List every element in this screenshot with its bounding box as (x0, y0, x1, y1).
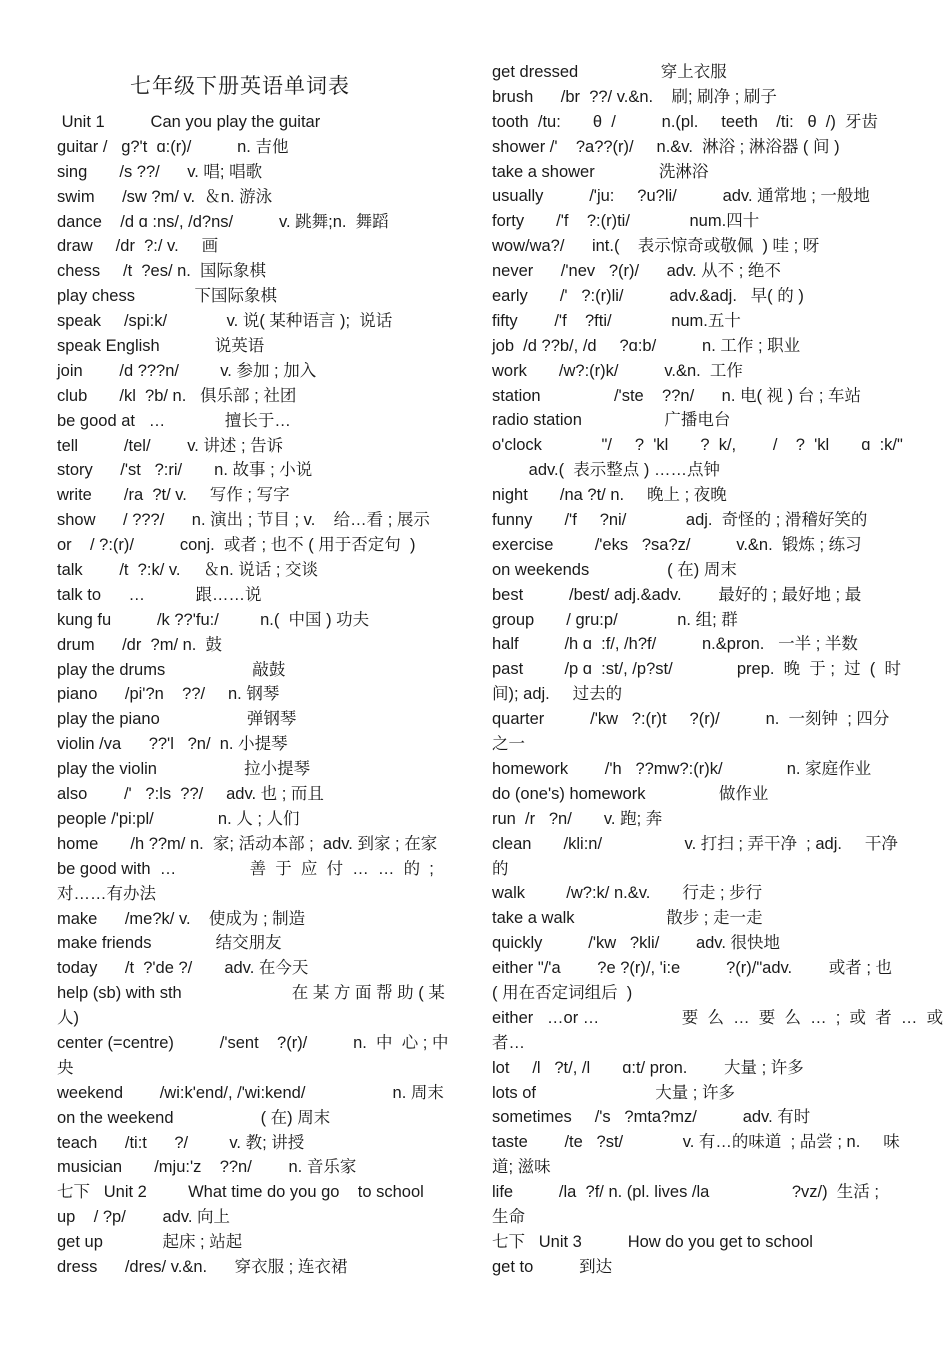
vocab-line: quickly /'kw ?kli/ adv. 很快地 (492, 934, 780, 953)
vocab-line: speak English 说英语 (57, 337, 265, 356)
vocab-line: ( 用在否定词组后 ) (492, 983, 633, 1002)
vocab-line: piano /pi'?n ??/ n. 钢琴 (57, 685, 280, 704)
vocab-line: sometimes /'s ?mta?mz/ adv. 有时 (492, 1108, 811, 1127)
vocab-line: get up 起床 ; 站起 (57, 1233, 243, 1252)
vocab-line: either "/'a ?e ?(r)/, 'i:e ?(r)/"adv. 或者 ; 也 (492, 959, 893, 978)
vocab-line: best /best/ adj.&adv. 最好的 ; 最好地 ; 最 (492, 585, 862, 604)
vocab-line: help (sb) with sth 在 某 方 面 帮 助 ( 某 (57, 984, 445, 1003)
vocab-line: teach /ti:t ?/ v. 教; 讲授 (57, 1133, 305, 1152)
vocab-line: o'clock "/ ? 'kl ? k/, / ? 'kl ɑ :k/" (492, 436, 903, 455)
right-column (492, 60, 944, 1280)
vocab-line: early /' ?:(r)li/ adv.&adj. 早( 的 ) (492, 287, 804, 306)
vocab-line: brush /br ??/ v.&n. 刷; 刷净 ; 刷子 (492, 87, 777, 106)
vocab-line: join /d ???n/ v. 参加 ; 加入 (57, 361, 317, 380)
vocab-line: 者… (492, 1033, 525, 1052)
vocab-line: weekend /wi:k'end/, /'wi:kend/ n. 周末 (57, 1083, 444, 1102)
vocab-line: musician /mju:'z ??n/ n. 音乐家 (57, 1158, 357, 1177)
vocab-line: play the violin 拉小提琴 (57, 760, 311, 779)
vocab-line: dance /d ɑ :ns/, /d?ns/ v. 跳舞;n. 舞蹈 (57, 212, 389, 231)
vocab-line: 之一 (492, 735, 525, 754)
vocab-line: forty /'f ?:(r)ti/ num.四十 (492, 212, 760, 231)
vocab-line: up / ?p/ adv. 向上 (57, 1208, 231, 1227)
vocab-line: center (=centre) /'sent ?(r)/ n. 中 心 ; 中 (57, 1033, 449, 1052)
vocab-line: get dressed 穿上衣服 (492, 63, 727, 81)
vocab-line: half /h ɑ :f/, /h?f/ n.&pron. 一半 ; 半数 (492, 635, 858, 654)
vocab-line: on weekends ( 在) 周末 (492, 560, 737, 579)
vocab-line: write /ra ?t/ v. 写作 ; 写字 (57, 486, 290, 505)
vocab-line: homework /'h ??mw?:(r)k/ n. 家庭作业 (492, 759, 872, 778)
vocab-line: do (one's) homework 做作业 (492, 784, 769, 803)
vocab-line: swim /sw ?m/ v. ＆n. 游泳 (57, 187, 273, 206)
vocab-line: lot /l ?t/, /l ɑ:t/ pron. 大量 ; 许多 (492, 1058, 804, 1077)
vocab-line: people /'pi:pl/ n. 人 ; 人们 (57, 809, 300, 828)
vocab-line: exercise /'eks ?sa?z/ v.&n. 锻炼 ; 练习 (492, 535, 862, 554)
vocab-line: club /kl ?b/ n. 俱乐部 ; 社团 (57, 386, 297, 405)
vocab-line: make friends 结交朋友 (57, 934, 282, 953)
vocab-line: walk /w?:k/ n.&v. 行走 ; 步行 (492, 884, 763, 903)
vocab-line: kung fu /k ??'fu:/ n.( 中国 ) 功夫 (57, 610, 370, 629)
vocab-line: never /'nev ?(r)/ adv. 从不 ; 绝不 (492, 262, 781, 281)
vocab-line: wow/wa?/ int.( 表示惊奇或敬佩 ) 哇 ; 呀 (492, 237, 820, 256)
vocab-line: talk to … 跟……说 (57, 585, 262, 604)
vocab-line: night /na ?t/ n. 晚上 ; 夜晚 (492, 486, 727, 505)
vocab-line: 道; 滋味 (492, 1158, 551, 1177)
vocab-line: or / ?:(r)/ conj. 或者 ; 也不 ( 用于否定句 ) (57, 536, 416, 555)
left-column (57, 110, 457, 1280)
vocab-line: run /r ?n/ v. 跑; 奔 (492, 809, 663, 828)
vocab-line: show / ???/ n. 演出 ; 节目 ; v. 给…看 ; 展示 (57, 511, 430, 530)
vocab-line: station /'ste ??n/ n. 电( 视 ) 台 ; 车站 (492, 386, 862, 405)
vocab-line: draw /dr ?:/ v. 画 (57, 237, 219, 256)
vocab-line: 对……有办法 (57, 884, 156, 903)
vocab-line: 人) (57, 1009, 79, 1028)
page-title: 七年级下册英语单词表 (130, 74, 350, 98)
vocab-line: story /'st ?:ri/ n. 故事 ; 小说 (57, 461, 313, 480)
vocab-line: either …or … 要 么 … 要 么 … ; 或 者 … 或 (492, 1008, 944, 1027)
vocab-line: make /me?k/ v. 使成为 ; 制造 (57, 909, 306, 928)
vocab-line: today /t ?'de ?/ adv. 在今天 (57, 959, 309, 978)
vocab-line: life /la ?f/ n. (pl. lives /la ?vz/) 生活 ; (492, 1183, 879, 1202)
vocab-line: Unit 1 Can you play the guitar (57, 113, 321, 131)
vocab-line: be good at … 擅长于… (57, 411, 291, 430)
vocab-line: usually /'ju: ?u?li/ adv. 通常地 ; 一般地 (492, 187, 870, 206)
vocab-line: chess /t ?es/ n. 国际象棋 (57, 262, 267, 281)
vocab-line: work /w?:(r)k/ v.&n. 工作 (492, 361, 743, 380)
vocab-line: take a walk 散步 ; 走一走 (492, 909, 763, 928)
vocab-line: shower /' ?a??(r)/ n.&v. 淋浴 ; 淋浴器 ( 间 ) (492, 137, 840, 156)
vocab-line: 间); adj. 过去的 (492, 685, 623, 704)
vocab-line: 的 (492, 859, 509, 878)
vocab-line: play chess 下国际象棋 (57, 287, 278, 306)
vocab-line: group / ɡru:p/ n. 组; 群 (492, 610, 738, 629)
vocab-line: quarter /'kw ?:(r)t ?(r)/ n. 一刻钟 ; 四分 (492, 710, 890, 729)
vocab-line: be good with … 善 于 应 付 … … 的 ; (57, 859, 434, 878)
vocab-line: radio station 广播电台 (492, 411, 731, 430)
vocab-line: get to 到达 (492, 1257, 613, 1276)
vocab-line: 七下 Unit 2 What time do you go to school (57, 1183, 424, 1202)
vocab-line: 央 (57, 1058, 74, 1077)
vocab-line: 生命 (492, 1207, 525, 1226)
vocab-line: tooth /tu: θ / n.(pl. teeth /ti: θ /) 牙齿 (492, 112, 879, 131)
vocab-line: take a shower 洗淋浴 (492, 162, 709, 181)
vocab-line: home /h ??m/ n. 家; 活动本部 ; adv. 到家 ; 在家 (57, 834, 438, 853)
vocab-line: job /d ??b/, /d ?ɑ:b/ n. 工作 ; 职业 (492, 336, 801, 355)
vocab-line: tell /tel/ v. 讲述 ; 告诉 (57, 436, 284, 455)
vocab-line: taste /te ?st/ v. 有…的味道 ; 品尝 ; n. 味 (492, 1133, 900, 1152)
vocab-line: clean /kli:n/ v. 打扫 ; 弄干净 ; adj. 干净 (492, 834, 898, 853)
vocab-line: talk /t ?:k/ v. ＆n. 说话 ; 交谈 (57, 561, 318, 580)
vocab-line: 七下 Unit 3 How do you get to school (492, 1232, 813, 1251)
vocab-line: play the piano 弹钢琴 (57, 710, 297, 729)
vocab-line: lots of 大量 ; 许多 (492, 1083, 735, 1102)
vocab-line: sing /s ??/ v. 唱; 唱歌 (57, 162, 263, 181)
vocab-line: play the drums 敲鼓 (57, 660, 286, 679)
vocab-line: also /' ?:ls ??/ adv. 也 ; 而且 (57, 785, 324, 804)
vocab-line: guitar / ɡ?'t ɑ:(r)/ n. 吉他 (57, 137, 289, 156)
vocab-line: on the weekend ( 在) 周末 (57, 1108, 331, 1127)
vocab-line: adv.( 表示整点 ) ……点钟 (492, 461, 720, 480)
vocab-line: dress /dres/ v.&n. 穿衣服 ; 连衣裙 (57, 1257, 348, 1276)
vocab-line: fifty /'f ?fti/ num.五十 (492, 311, 741, 330)
vocab-line: drum /dr ?m/ n. 鼓 (57, 635, 223, 654)
vocab-line: speak /spi:k/ v. 说( 某种语言 ); 说话 (57, 312, 393, 331)
vocab-line: past /p ɑ :st/, /p?st/ prep. 晚 于 ; 过 ( 时 (492, 660, 901, 679)
vocab-line: violin /va ??'l ?n/ n. 小提琴 (57, 735, 288, 754)
vocab-line: funny /'f ?ni/ adj. 奇怪的 ; 滑稽好笑的 (492, 511, 868, 530)
